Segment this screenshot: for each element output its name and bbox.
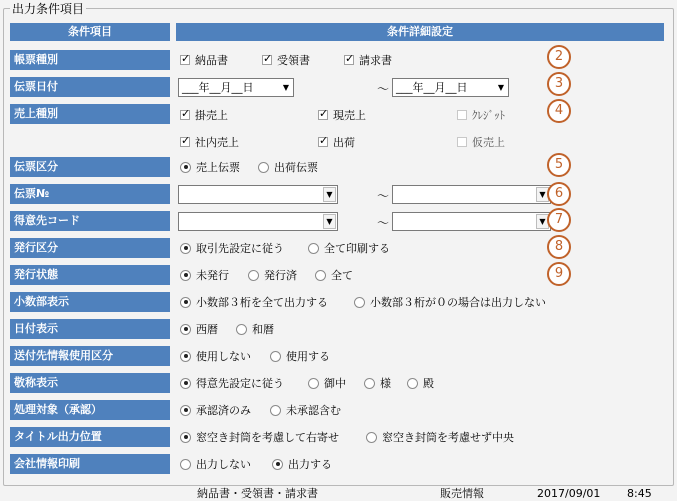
slip-number-to-select[interactable] [392, 185, 551, 204]
radio-dot [180, 432, 191, 443]
radio-label: 出荷伝票 [274, 161, 318, 174]
radio-dot [366, 432, 377, 443]
checkbox-label: 掛売上 [195, 109, 228, 122]
checkbox-box [318, 137, 328, 147]
radio-all[interactable] [315, 267, 353, 283]
radio-dot [407, 378, 418, 389]
checkbox-delivery-note[interactable] [180, 52, 228, 68]
dropdown-arrow-icon[interactable]: ▼ [323, 187, 336, 202]
dropdown-arrow-icon[interactable]: ▼ [536, 214, 549, 229]
slip-number-from-select[interactable] [178, 185, 338, 204]
dropdown-arrow-icon[interactable]: ▼ [536, 187, 549, 202]
radio-no-output[interactable] [180, 456, 251, 472]
label-date-display: 日付表示 [10, 319, 170, 339]
radio-label: 窓空き封筒を考慮して右寄せ [196, 431, 339, 444]
checkbox-internal-sales[interactable] [180, 134, 239, 150]
label-slip-class: 伝票区分 [10, 157, 170, 177]
radio-dot [180, 405, 191, 416]
radio-dot [180, 459, 191, 470]
label-decimal-display: 小数部表示 [10, 292, 170, 312]
radio-dot [364, 378, 375, 389]
radio-label: 殿 [423, 377, 434, 390]
checkbox-box [180, 55, 190, 65]
radio-label: 売上伝票 [196, 161, 240, 174]
status-module: 販売情報 [440, 487, 484, 500]
radio-center-no-window-envelope[interactable] [366, 429, 514, 445]
checkbox-box [457, 110, 467, 120]
checkbox-label: ｸﾚｼﾞｯﾄ [472, 109, 505, 122]
checkbox-receipt-note[interactable] [262, 52, 310, 68]
radio-dot [270, 405, 281, 416]
radio-output[interactable] [272, 456, 332, 472]
radio-dot [308, 378, 319, 389]
label-customer-code: 得意先コード [10, 211, 170, 231]
dropdown-arrow-icon[interactable]: ▼ [282, 83, 290, 92]
status-date: 2017/09/01 [537, 487, 601, 500]
radio-label: 承認済のみ [196, 404, 251, 417]
checkbox-box [457, 137, 467, 147]
radio-approved-only[interactable] [180, 402, 251, 418]
radio-label: 和暦 [252, 323, 274, 336]
checkbox-credit-card[interactable] [457, 107, 505, 123]
radio-label: 取引先設定に従う [196, 242, 284, 255]
callout-marker-9: 9 [547, 262, 571, 286]
checkbox-label: 納品書 [195, 54, 228, 67]
callout-marker-4: 4 [547, 99, 571, 123]
checkbox-box [344, 55, 354, 65]
label-honorific: 敬称表示 [10, 373, 170, 393]
checkbox-label: 出荷 [333, 136, 355, 149]
radio-follow-partner-setting[interactable] [180, 240, 284, 256]
radio-print-all[interactable] [308, 240, 390, 256]
radio-dot [354, 297, 365, 308]
radio-sama[interactable] [364, 375, 391, 391]
radio-label: 小数部３桁を全て出力する [196, 296, 328, 309]
radio-dono[interactable] [407, 375, 434, 391]
label-slip-number: 伝票№ [10, 184, 170, 204]
callout-marker-3: 3 [547, 72, 571, 96]
label-slip-date: 伝票日付 [10, 77, 170, 97]
label-issue-class: 発行区分 [10, 238, 170, 258]
radio-label: 様 [380, 377, 391, 390]
radio-issued[interactable] [248, 267, 297, 283]
checkbox-label: 仮売上 [472, 136, 505, 149]
date-value: ___年__月__日 [182, 81, 254, 94]
dropdown-arrow-icon[interactable]: ▼ [497, 83, 505, 92]
checkbox-label: 請求書 [359, 54, 392, 67]
label-document-type: 帳票種別 [10, 50, 170, 70]
radio-include-unapproved[interactable] [270, 402, 341, 418]
radio-label: 未発行 [196, 269, 229, 282]
radio-label: 窓空き封筒を考慮せず中央 [382, 431, 514, 444]
range-separator: ～ [377, 216, 390, 230]
radio-label: 未承認含む [286, 404, 341, 417]
checkbox-label: 現売上 [333, 109, 366, 122]
radio-dot [180, 270, 191, 281]
radio-label: 発行済 [264, 269, 297, 282]
header-condition-item: 条件項目 [10, 23, 170, 41]
radio-dot [180, 324, 191, 335]
radio-label: 御中 [324, 377, 346, 390]
radio-label: 出力する [288, 458, 332, 471]
radio-right-align-window-envelope[interactable] [180, 429, 339, 445]
checkbox-credit-sales[interactable] [180, 107, 228, 123]
checkbox-box [180, 137, 190, 147]
label-title-position: タイトル出力位置 [10, 427, 170, 447]
radio-label: 出力しない [196, 458, 251, 471]
checkbox-invoice[interactable] [344, 52, 392, 68]
label-issue-status: 発行状態 [10, 265, 170, 285]
checkbox-provisional-sales[interactable] [457, 134, 505, 150]
callout-marker-6: 6 [547, 182, 571, 206]
callout-marker-5: 5 [547, 153, 571, 177]
label-sales-type: 売上種別 [10, 104, 170, 124]
radio-dot [270, 351, 281, 362]
label-approval-target: 処理対象（承認） [10, 400, 170, 420]
callout-marker-8: 8 [547, 235, 571, 259]
radio-label: 西暦 [196, 323, 218, 336]
radio-western-calendar[interactable] [180, 321, 218, 337]
radio-dot [236, 324, 247, 335]
radio-onchu[interactable] [308, 375, 346, 391]
checkbox-shipment[interactable] [318, 134, 355, 150]
checkbox-label: 社内売上 [195, 136, 239, 149]
dropdown-arrow-icon[interactable]: ▼ [323, 214, 336, 229]
callout-marker-2: 2 [547, 45, 571, 69]
range-separator: ～ [377, 82, 390, 96]
date-value: ___年__月__日 [396, 81, 468, 94]
radio-use[interactable] [270, 348, 330, 364]
radio-japanese-calendar[interactable] [236, 321, 274, 337]
status-time: 8:45 [627, 487, 652, 500]
radio-label: 使用しない [196, 350, 251, 363]
group-title: 出力条件項目 [12, 2, 85, 16]
radio-dot [180, 378, 191, 389]
radio-output-all-decimals[interactable] [180, 294, 328, 310]
range-separator: ～ [377, 189, 390, 203]
radio-sales-slip[interactable] [180, 159, 240, 175]
slip-date-to-picker[interactable] [392, 78, 509, 97]
label-ship-to-info: 送付先情報使用区分 [10, 346, 170, 366]
radio-omit-zero-decimals[interactable] [354, 294, 546, 310]
radio-label: 得意先設定に従う [196, 377, 284, 390]
label-company-info: 会社情報印刷 [10, 454, 170, 474]
status-report-name: 納品書・受領書・請求書 [197, 487, 318, 500]
radio-dot [180, 297, 191, 308]
radio-dot [248, 270, 259, 281]
radio-dot [180, 243, 191, 254]
header-condition-detail: 条件詳細設定 [176, 23, 664, 41]
radio-dot [258, 162, 269, 173]
radio-dot [180, 351, 191, 362]
radio-follow-customer-setting[interactable] [180, 375, 284, 391]
callout-marker-7: 7 [547, 208, 571, 232]
checkbox-label: 受領書 [277, 54, 310, 67]
radio-label: 全て印刷する [324, 242, 390, 255]
checkbox-cash-sales[interactable] [318, 107, 366, 123]
radio-dot [308, 243, 319, 254]
radio-dot [315, 270, 326, 281]
customer-code-to-select[interactable] [392, 212, 551, 231]
checkbox-box [318, 110, 328, 120]
customer-code-from-select[interactable] [178, 212, 338, 231]
radio-not-issued[interactable] [180, 267, 229, 283]
radio-label: 小数部３桁が０の場合は出力しない [370, 296, 546, 309]
radio-do-not-use[interactable] [180, 348, 251, 364]
radio-label: 全て [331, 269, 353, 282]
radio-shipping-slip[interactable] [258, 159, 318, 175]
checkbox-box [262, 55, 272, 65]
radio-dot [272, 459, 283, 470]
radio-label: 使用する [286, 350, 330, 363]
radio-dot [180, 162, 191, 173]
slip-date-from-picker[interactable] [178, 78, 294, 97]
checkbox-box [180, 110, 190, 120]
